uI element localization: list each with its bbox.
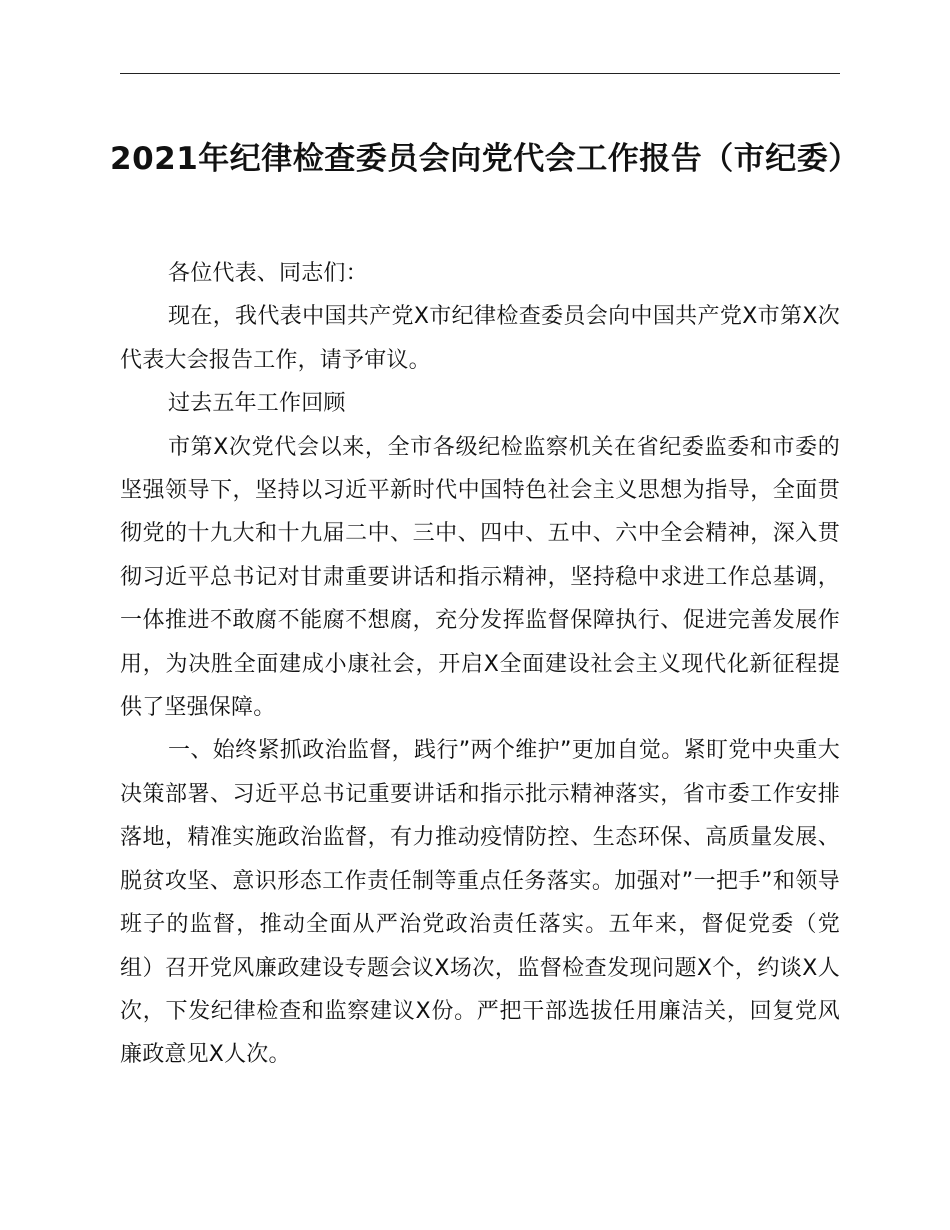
- review-paragraph: 市第X次党代会以来，全市各级纪检监察机关在省纪委监委和市委的坚强领导下，坚持以习近平新时代中国特色社会主义思想为指导，全面贯彻党的十九大和十九届二中、三中、四中、五中、六中全会精神，深入贯彻习近平总书记对甘肃重要讲话和指示精神，坚持稳中求进工作总基调，一体推进不敢腐不能腐不想腐，充分发挥监督保障执行、促进完善发展作用，为决胜全面建成小康社会，开启X全面建设社会主义现代化新征程提供了坚强保障。: [120, 434, 840, 721]
- document-body: [120, 252, 840, 1077]
- political-supervision-paragraph: 一、始终紧抓政治监督，践行”两个维护”更加自觉。紧盯党中央重大决策部署、习近平总书记重要讲话和指示批示精神落实，省市委工作安排落地，精准实施政治监督，有力推动疫情防控、生态环保、高质量发展、脱贫攻坚、意识形态工作责任制等重点任务落实。加强对”一把手”和领导班子的监督，推动全面从严治党政治责任落实。五年来，督促党委（党组）召开党风廉政建设专题会议X场次，监督检查发现问题X个，约谈X人次，下发纪律检查和监察建议X份。严把干部选拔任用廉洁关，回复党风廉政意见X人次。: [120, 738, 840, 1068]
- section-heading: 过去五年工作回顾: [168, 391, 346, 417]
- header-rule: [120, 73, 840, 74]
- opening-paragraph: 现在，我代表中国共产党X市纪律检查委员会向中国共产党X市第X次代表大会报告工作，请予审议。: [120, 304, 840, 373]
- document-title: 2021年纪律检查委员会向党代会工作报告（市纪委）: [110, 141, 860, 177]
- salutation-paragraph: 各位代表、同志们：: [168, 261, 368, 286]
